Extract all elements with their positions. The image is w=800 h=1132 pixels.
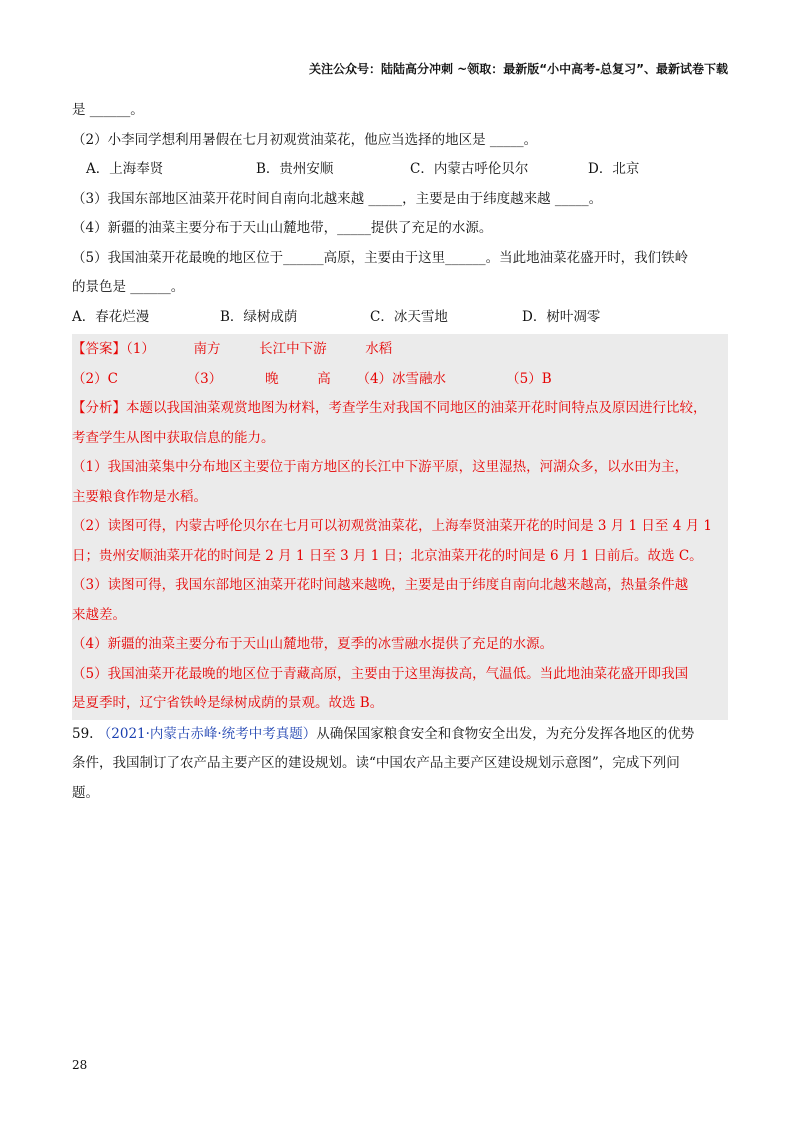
q2-options <box>72 155 728 185</box>
q2-option-a: A．上海奉贤 <box>86 161 164 177</box>
question-59-line3: 题。 <box>72 784 99 801</box>
question-5-line1: （5）我国油菜开花最晚的地区位于______高原，主要由于这里______。当此地油菜花盛开时，我们铁岭 <box>72 249 689 266</box>
analysis-line: （4）新疆的油菜主要分布于天山山麓地带，夏季的冰雪融水提供了充足的水源。 <box>72 636 554 652</box>
page-content <box>72 96 728 808</box>
q5-option-c: C．冰天雪地 <box>370 308 448 325</box>
answer-line-1: 【答案】（1） 南方 长江中下游 水稻 <box>72 341 393 357</box>
question-59-line1 <box>72 720 728 750</box>
q5-options <box>72 303 728 333</box>
question-3: （3）我国东部地区油菜开花时间自南向北越来越 _____，主要是由于纬度越来越 _____。 <box>72 190 603 207</box>
question-59-line2: 条件，我国制订了农产品主要产区的建设规划。读“中国农产品主要产区建设规划示意图”，完成下列问 <box>72 755 680 771</box>
analysis-line: （1）我国油菜集中分布地区主要位于南方地区的长江中下游平原，这里湿热，河湖众多，以水田为主， <box>72 459 689 475</box>
q5-option-d: D．树叶凋零 <box>522 308 601 325</box>
q5-option-a: A．春花烂漫 <box>72 308 150 325</box>
q59-source: （2021·内蒙古赤峰·统考中考真题） <box>97 725 317 742</box>
answer-line-2: （2）C （3） 晚 高 （4）冰雪融水 （5）B <box>72 370 552 387</box>
q59-text: 从确保国家粮食安全和食物安全出发，为充分发挥各地区的优势 <box>316 725 695 742</box>
q2-option-d: D．北京 <box>588 161 640 177</box>
analysis-line: 主要粮食作物是水稻。 <box>72 488 207 505</box>
q5-option-b: B．绿树成荫 <box>220 308 298 325</box>
analysis-line: 【分析】本题以我国油菜观赏地图为材料，考查学生对我国不同地区的油菜开花时间特点及原因进行比较， <box>72 400 707 416</box>
q1-tail: 是 ______。 <box>72 102 144 118</box>
question-2: （2）小李同学想利用暑假在七月初观赏油菜花，他应当选择的地区是 _____。 <box>72 131 538 148</box>
page-number: 28 <box>72 1058 88 1072</box>
analysis-line: （3）读图可得，我国东部地区油菜开花时间越来越晚，主要是由于纬度自南向北越来越高，热量条件越 <box>72 577 689 593</box>
q2-option-c: C．内蒙古呼伦贝尔 <box>410 161 529 177</box>
analysis-line: 日；贵州安顺油菜开花的时间是 2 月 1 日至 3 月 1 日；北京油菜开花的时间是 6 月 1 日前后。故选 C。 <box>72 547 703 564</box>
question-5-line2: 的景色是 ______。 <box>72 279 185 295</box>
q59-number: 59. <box>72 725 94 742</box>
page-header: 关注公众号：陆陆高分冲刺 ~领取：最新版“小中高考-总复习”、最新试卷下载 <box>309 62 728 76</box>
analysis-line: （2）读图可得，内蒙古呼伦贝尔在七月可以初观赏油菜花，上海奉贤油菜开花的时间是 3 月 1 日至 4 月 1 <box>72 518 712 534</box>
q2-option-b: B．贵州安顺 <box>256 161 334 177</box>
answer-block <box>72 334 728 720</box>
analysis-line: 是夏季时，辽宁省铁岭是绿树成荫的景观。故选 B。 <box>72 695 384 711</box>
analysis-line: 来越差。 <box>72 606 126 623</box>
question-4: （4）新疆的油菜主要分布于天山山麓地带，_____提供了充足的水源。 <box>72 220 493 236</box>
analysis-line: （5）我国油菜开花最晚的地区位于青藏高原，主要由于这里海拔高，气温低。当此地油菜花盛开即我国 <box>72 665 689 682</box>
analysis-line: 考查学生从图中获取信息的能力。 <box>72 429 275 446</box>
